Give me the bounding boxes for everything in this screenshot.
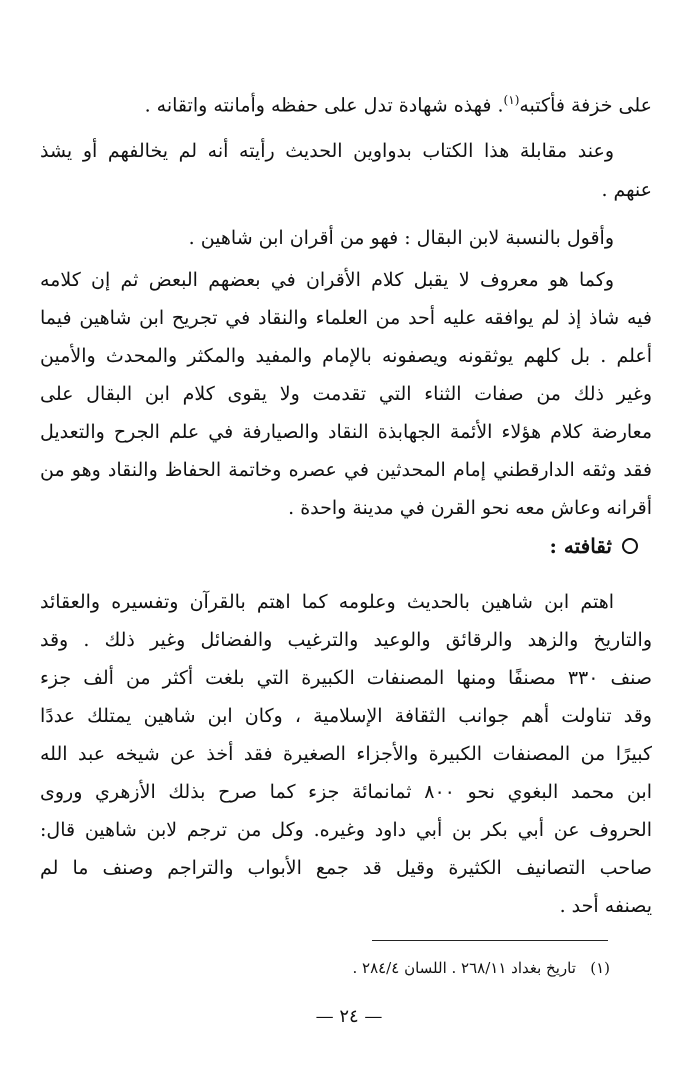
text-line: وقد تناولت أهم جوانب الثقافة الإسلامية ، وكان ابن شاهين يمتلك عددًا xyxy=(40,705,652,727)
text-line: فقد وثقه الدارقطني إمام المحدثين في عصره وخاتمة الحفاظ والنقاد وهو من xyxy=(40,459,652,481)
text-segment: . فهذه شهادة تدل على حفظه وأمانته واتقانه . xyxy=(144,94,504,117)
text-line: صاحب التصانيف الكثيرة وقيل قد جمع الأبواب والتراجم وصنف ما لم xyxy=(40,857,652,879)
text-line: الحروف عن أبي بكر بن أبي داود وغيره. وكل من ترجم لابن شاهين قال: xyxy=(40,819,652,841)
text-line: وغير ذلك من صفات الثناء التي تقدمت ولا يقوى كلام ابن البقال على xyxy=(40,383,652,405)
text-line: أقرانه وعاش معه نحو القرن في مدينة واحدة . xyxy=(288,497,652,519)
footnote-number: (١) xyxy=(590,959,610,977)
text-line: فيه شاذ إذ لم يوافقه عليه أحد من العلماء والنقاد في تجريح ابن شاهين فيما xyxy=(40,307,652,329)
text-line: كبيرًا من المصنفات الكبيرة والأجزاء الصغيرة فقد أخذ عن شيخه عبد الله xyxy=(40,743,652,765)
footnote-divider xyxy=(372,940,608,941)
text-line: اهتم ابن شاهين بالحديث وعلومه كما اهتم بالقرآن وتفسيره والعقائد xyxy=(40,591,614,613)
text-line: وكما هو معروف لا يقبل كلام الأقران في بعضهم البعض ثم إن كلامه xyxy=(40,269,614,291)
text-line: ابن محمد البغوي نحو ٨٠٠ ثمانمائة جزء كما صرح بذلك الأزهري وروى xyxy=(40,781,652,803)
footnote xyxy=(352,956,610,980)
footnote-reference: (١) xyxy=(503,93,520,107)
text-line: والتاريخ والزهد والرقائق والوعيد والترغيب والفضائل وغير ذلك . وقد xyxy=(40,629,652,651)
text-line: معارضة كلام هؤلاء الأئمة الجهابذة النقاد والصيارفة في علم الجرح والتعديل xyxy=(40,421,652,443)
text-segment: على خزفة فأكتبه xyxy=(519,94,652,117)
footnote-text: تاريخ بغداد ٢٦٨/١١ . اللسان ٢٨٤/٤ . xyxy=(352,959,576,977)
text-line: يصنفه أحد . xyxy=(559,895,652,917)
text-line xyxy=(40,82,652,118)
page-number: — ٢٤ — xyxy=(315,1006,383,1027)
text-line: صنف ٣٣٠ مصنفًا ومنها المصنفات الكبيرة التي بلغت أكثر من ألف جزء xyxy=(40,667,652,689)
section-heading-text: ثقافته : xyxy=(549,534,612,558)
text-line: أعلم . بل كلهم يوثقونه ويصفونه بالإمام والمفيد والمكثر والمحدث والأمين xyxy=(40,345,652,367)
text-line: وأقول بالنسبة لابن البقال : فهو من أقران ابن شاهين . xyxy=(188,227,614,249)
section-heading xyxy=(550,528,638,564)
text-line: وعند مقابلة هذا الكتاب بدواوين الحديث رأيته أنه لم يخالفهم أو يشذ xyxy=(40,140,614,162)
text-line: عنهم . xyxy=(601,179,652,201)
circle-bullet-icon xyxy=(622,538,638,554)
